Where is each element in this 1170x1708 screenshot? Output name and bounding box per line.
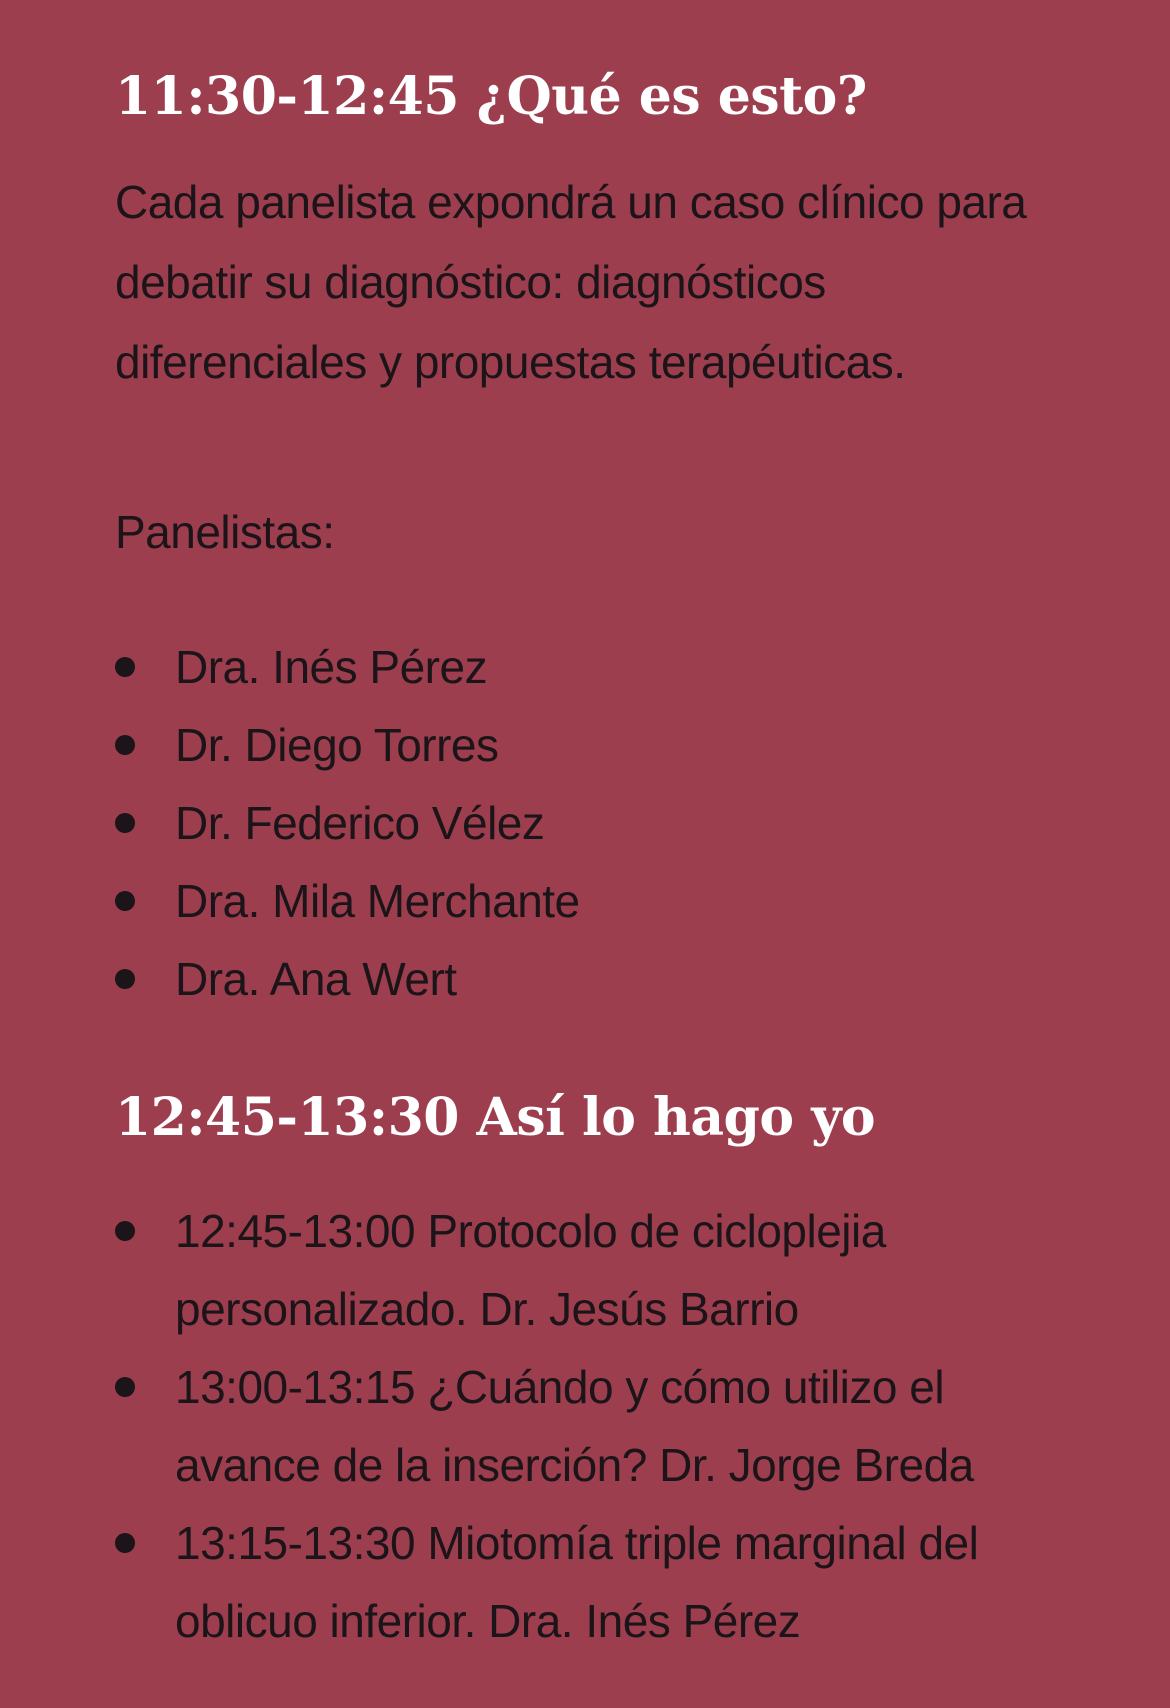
bullet-icon [115, 1221, 135, 1241]
session-block-1 [115, 65, 1060, 1018]
panelists-list [115, 628, 1060, 1018]
panelist-name: Dra. Inés Pérez [175, 641, 488, 693]
panelist-item [115, 784, 1060, 862]
bullet-icon [115, 1377, 135, 1397]
talks-list [115, 1192, 1060, 1660]
panelist-item [115, 706, 1060, 784]
bullet-icon [115, 813, 135, 833]
session-1-title: 11:30-12:45 ¿Qué es esto? [115, 66, 867, 127]
bullet-icon [115, 1533, 135, 1553]
talk-description: 12:45-13:00 Protocolo de cicloplejia personalizado. Dr. Jesús Barrio [175, 1205, 886, 1335]
session-1-description: Cada panelista expondrá un caso clínico para debatir su diagnóstico: diagnósticos diferenciales y propuestas terapéuticas. [115, 176, 1027, 388]
panelist-name: Dra. Mila Merchante [175, 875, 580, 927]
bullet-icon [115, 969, 135, 989]
panelist-name: Dr. Diego Torres [175, 719, 499, 771]
panelists-label: Panelistas: [115, 506, 335, 558]
panelist-item [115, 862, 1060, 940]
talk-description: 13:00-13:15 ¿Cuándo y cómo utilizo el avance de la inserción? Dr. Jorge Breda [175, 1361, 974, 1491]
panelist-name: Dra. Ana Wert [175, 953, 457, 1005]
panelist-item [115, 940, 1060, 1018]
talk-item [115, 1192, 1060, 1348]
session-block-2 [115, 1086, 1060, 1660]
talk-item [115, 1348, 1060, 1504]
session-2-title: 12:45-13:30 Así lo hago yo [115, 1087, 876, 1148]
panelist-name: Dr. Federico Vélez [175, 797, 545, 849]
panelist-item [115, 628, 1060, 706]
bullet-icon [115, 657, 135, 677]
talk-description: 13:15-13:30 Miotomía triple marginal del oblicuo inferior. Dra. Inés Pérez [175, 1517, 979, 1647]
bullet-icon [115, 735, 135, 755]
bullet-icon [115, 891, 135, 911]
talk-item [115, 1504, 1060, 1660]
